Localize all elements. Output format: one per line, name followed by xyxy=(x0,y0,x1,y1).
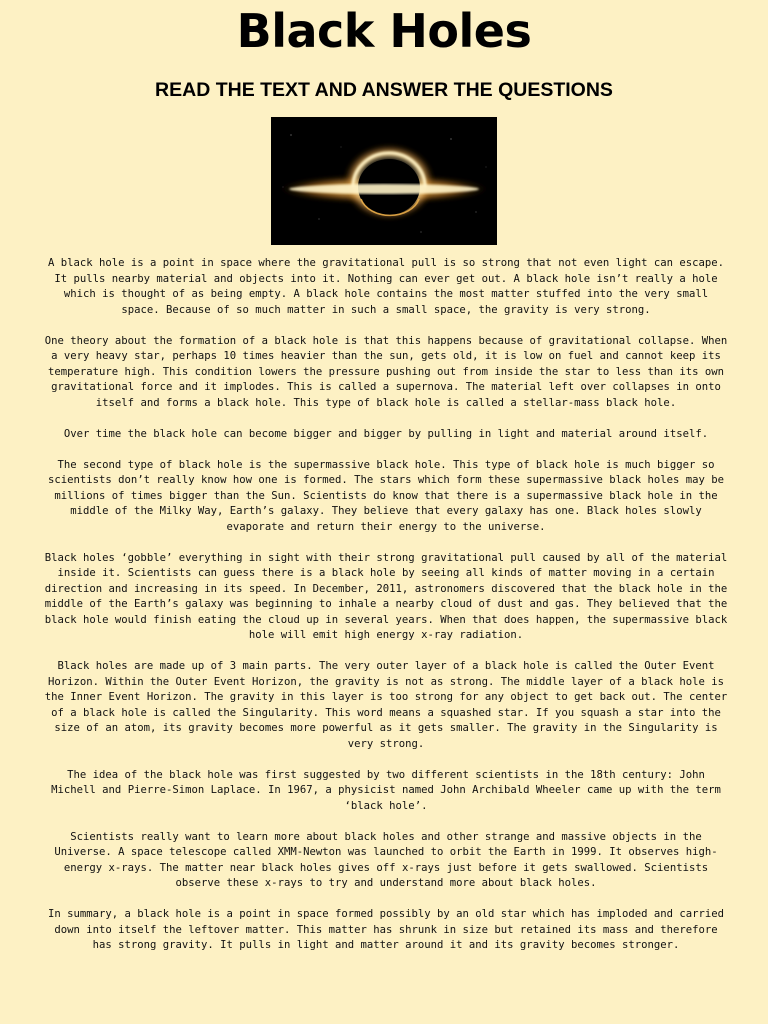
black-hole-illustration xyxy=(271,117,497,245)
article-text xyxy=(44,256,728,969)
page-subtitle: READ THE TEXT AND ANSWER THE QUESTIONS xyxy=(155,79,613,101)
black-hole-image xyxy=(271,117,497,245)
paragraph: One theory about the formation of a black hole is that this happens because of gravitational collapse. When a very heavy star, perhaps 10 times heavier than the sun, gets old, it is low on fuel and cannot keep its temperature high. This condition lowers the pressure pushing out from inside the star to less than its own gravitational force and it implodes. This is called a supernova. The material left over collapses in onto itself and forms a black hole. This type of black hole is called a stellar-mass black hole. xyxy=(44,334,728,409)
paragraph: The second type of black hole is the supermassive black hole. This type of black hole is much bigger so scientists don’t really know how one is formed. The stars which form these supermassive black holes may be millions of times bigger than the Sun. Scientists do know that there is a supermassive black hole in the middle of the Milky Way, Earth’s galaxy. They believe that every galaxy has one. Black holes slowly evaporate and return their energy to the universe. xyxy=(47,458,725,533)
page-title: Black Holes xyxy=(236,4,532,58)
paragraph: The idea of the black hole was first suggested by two different scientists in the 18th century: John Michell and Pierre-Simon Laplace. In 1967, a physicist named John Archibald Wheeler came up with the term ‘black hole’. xyxy=(51,768,721,812)
paragraph: Black holes are made up of 3 main parts. The very outer layer of a black hole is called the Outer Event Horizon. Within the Outer Event Horizon, the gravity is not as strong. The middle layer of a black hole is the Inner Event Horizon. The gravity in this layer is too strong for any object to get back out. The center of a black hole is called the Singularity. This word means a squashed star. If you squash a star into the size of an atom, its gravity becomes more powerful as it gets smaller. The gravity in the Singularity is very strong. xyxy=(44,660,728,750)
paragraph: Scientists really want to learn more about black holes and other strange and massive objects in the Universe. A space telescope called XMM-Newton was launched to orbit the Earth in 1999. It observes high-energy x-rays. The matter near black holes gives off x-rays just before it gets swallowed. Scientists observe these x-rays to try and understand more about black holes. xyxy=(54,830,718,889)
paragraph: Over time the black hole can become bigger and bigger by pulling in light and material around itself. xyxy=(63,427,709,440)
paragraph: In summary, a black hole is a point in space formed possibly by an old star which has imploded and carried down into itself the leftover matter. This matter has shrunk in size but retained its mass and therefore has strong gravity. It pulls in light and matter around it and its gravity becomes stronger. xyxy=(47,908,725,951)
paragraph: Black holes ‘gobble’ everything in sight with their strong gravitational pull caused by all of the material inside it. Scientists can guess there is a black hole by seeing all kinds of matter moving in a certain direction and increasing in its speed. In December, 2011, astronomers discovered that the black hole in the middle of the Earth’s galaxy was beginning to inhale a nearby cloud of dust and gas. They believed that the black hole would finish eating the cloud up in several years. When that does happen, the supermassive black hole will emit high energy x-ray radiation. xyxy=(44,551,728,641)
paragraph: A black hole is a point in space where the gravitational pull is so strong that not even light can escape. It pulls nearby material and objects into it. Nothing can ever get out. A black hole isn’t really a hole which is thought of as being empty. A black hole contains the most matter stuffed into the very small space. Because of so much matter in such a small space, the gravity is very strong. xyxy=(47,257,725,316)
